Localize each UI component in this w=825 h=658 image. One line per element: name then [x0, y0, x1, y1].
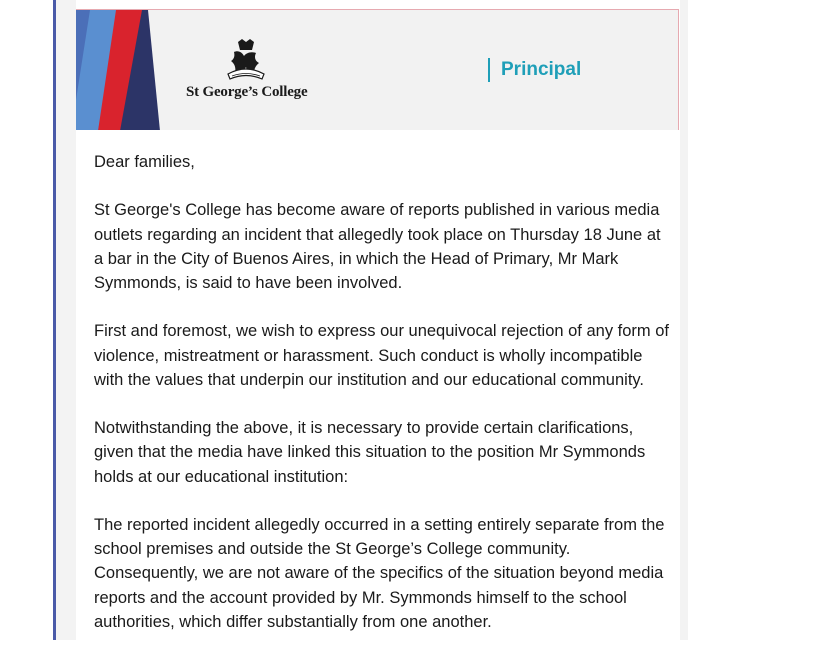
role-divider: [488, 58, 490, 82]
school-crest-icon: [224, 38, 268, 84]
decorative-stripes: [76, 10, 166, 130]
letter-paragraph: St George's College has become aware of reports published in various media outlets regarding an incident that allegedly took place on Thursday 18 June at a bar in the City of Buenos Aires, in which the Head of Primary, Mr Mark Symmonds, is said to have been involved.: [94, 201, 661, 292]
header-banner: [76, 9, 679, 130]
letter-greeting: Dear families,: [94, 153, 195, 171]
letter-body: [94, 150, 669, 658]
letter-paragraph: First and foremost, we wish to express our unequivocal rejection of any form of violence, mistreatment or harassment. Such conduct is wholly incompatible with the values that underpin our institution and our educational community.: [94, 322, 670, 389]
role-label: Principal: [501, 59, 582, 80]
letter-paragraph: Notwithstanding the above, it is necessary to provide certain clarifications, given that the media have linked this situation to the position Mr Symmonds holds at our educational institution:: [94, 419, 646, 486]
letter-paragraph: The reported incident allegedly occurred in a setting entirely separate from the school premises and outside the St George’s College community. Consequently, we are not aware of the specifics of the situation beyond media reports and the account provided by Mr. Symmonds himself to the school authorities, which differ substantially from one another.: [94, 515, 665, 631]
school-name: St George’s College: [186, 84, 308, 100]
